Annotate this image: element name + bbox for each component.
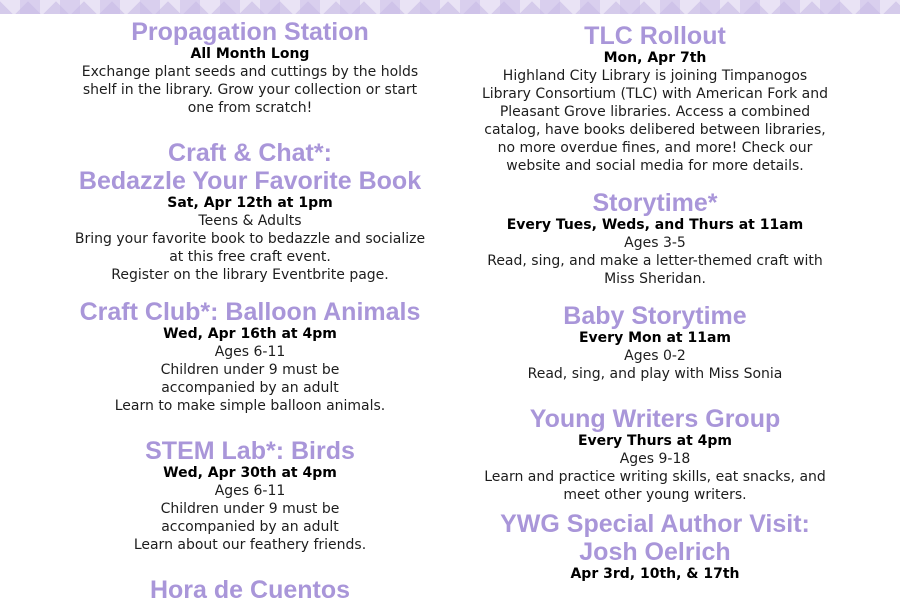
event-description: Pleasant Grove libraries. Access a combined [499, 104, 811, 120]
event-date: Mon, Apr 7th [603, 50, 707, 66]
event-description: Miss Sheridan. [604, 271, 706, 287]
event-tlc-rollout [455, 22, 855, 175]
event-date: Sat, Apr 12th at 1pm [167, 195, 333, 211]
event-stem-lab [40, 437, 460, 554]
event-description: Children under 9 must be [160, 501, 340, 517]
event-baby-storytime [455, 302, 855, 383]
event-title: Propagation Station [131, 18, 369, 46]
event-title: STEM Lab*: Birds [145, 437, 355, 465]
event-description: Register on the library Eventbrite page. [111, 267, 389, 283]
event-propagation-station [40, 18, 460, 117]
event-description: one from scratch! [187, 100, 313, 116]
event-description: Learn to make simple balloon animals. [114, 398, 386, 414]
event-title: TLC Rollout [584, 22, 726, 50]
event-description: Exchange plant seeds and cuttings by the holds [81, 64, 419, 80]
event-title: Baby Storytime [563, 302, 747, 330]
event-description: Highland City Library is joining Timpanogos [502, 68, 808, 84]
event-description: Learn and practice writing skills, eat snacks, and [484, 469, 826, 485]
event-description: website and social media for more details. [506, 158, 804, 174]
event-date: Apr 3rd, 10th, & 17th [570, 566, 740, 582]
event-ywg-author-visit [455, 510, 855, 583]
event-description: Children under 9 must be [160, 362, 340, 378]
event-date: Every Mon at 11am [578, 330, 731, 346]
event-date: Wed, Apr 16th at 4pm [163, 326, 337, 342]
event-date: All Month Long [190, 46, 310, 62]
event-young-writers-group [455, 405, 855, 504]
event-description: shelf in the library. Grow your collection or start [82, 82, 418, 98]
event-audience: Ages 6-11 [214, 483, 286, 499]
event-title: YWG Special Author Visit: [500, 510, 810, 538]
event-date: Every Tues, Weds, and Thurs at 11am [506, 217, 804, 233]
event-description: at this free craft event. [169, 249, 331, 265]
event-description: Learn about our feathery friends. [133, 537, 367, 553]
event-audience: Teens & Adults [198, 213, 302, 229]
event-description: accompanied by an adult [161, 519, 339, 535]
event-description: catalog, have books delibered between libraries, [484, 122, 826, 138]
event-description: Read, sing, and play with Miss Sonia [527, 366, 783, 382]
event-description: meet other young writers. [563, 487, 747, 503]
right-column [455, 22, 855, 583]
event-description: Library Consortium (TLC) with American Fork and [481, 86, 829, 102]
event-title: Craft Club*: Balloon Animals [79, 298, 421, 326]
event-title: Craft & Chat*: [168, 139, 332, 167]
event-audience: Ages 6-11 [214, 344, 286, 360]
event-title: Bedazzle Your Favorite Book [78, 167, 422, 195]
event-craft-club [40, 298, 460, 415]
event-description: no more overdue fines, and more! Check our [497, 140, 813, 156]
event-craft-and-chat [40, 139, 460, 284]
decorative-top-border [0, 0, 900, 14]
event-audience: Ages 0-2 [624, 348, 686, 364]
event-description: accompanied by an adult [161, 380, 339, 396]
left-column [40, 18, 460, 604]
event-description: Read, sing, and make a letter-themed craft with [487, 253, 823, 269]
event-title: Young Writers Group [529, 405, 781, 433]
event-date: Wed, Apr 30th at 4pm [163, 465, 337, 481]
event-title: Josh Oelrich [579, 538, 731, 566]
event-date: Every Thurs at 4pm [577, 433, 733, 449]
event-description: Bring your favorite book to bedazzle and socialize [74, 231, 426, 247]
event-title: Storytime* [592, 189, 718, 217]
event-title: Hora de Cuentos [149, 576, 351, 604]
event-audience: Ages 9-18 [619, 451, 691, 467]
event-audience: Ages 3-5 [624, 235, 686, 251]
event-storytime [455, 189, 855, 288]
